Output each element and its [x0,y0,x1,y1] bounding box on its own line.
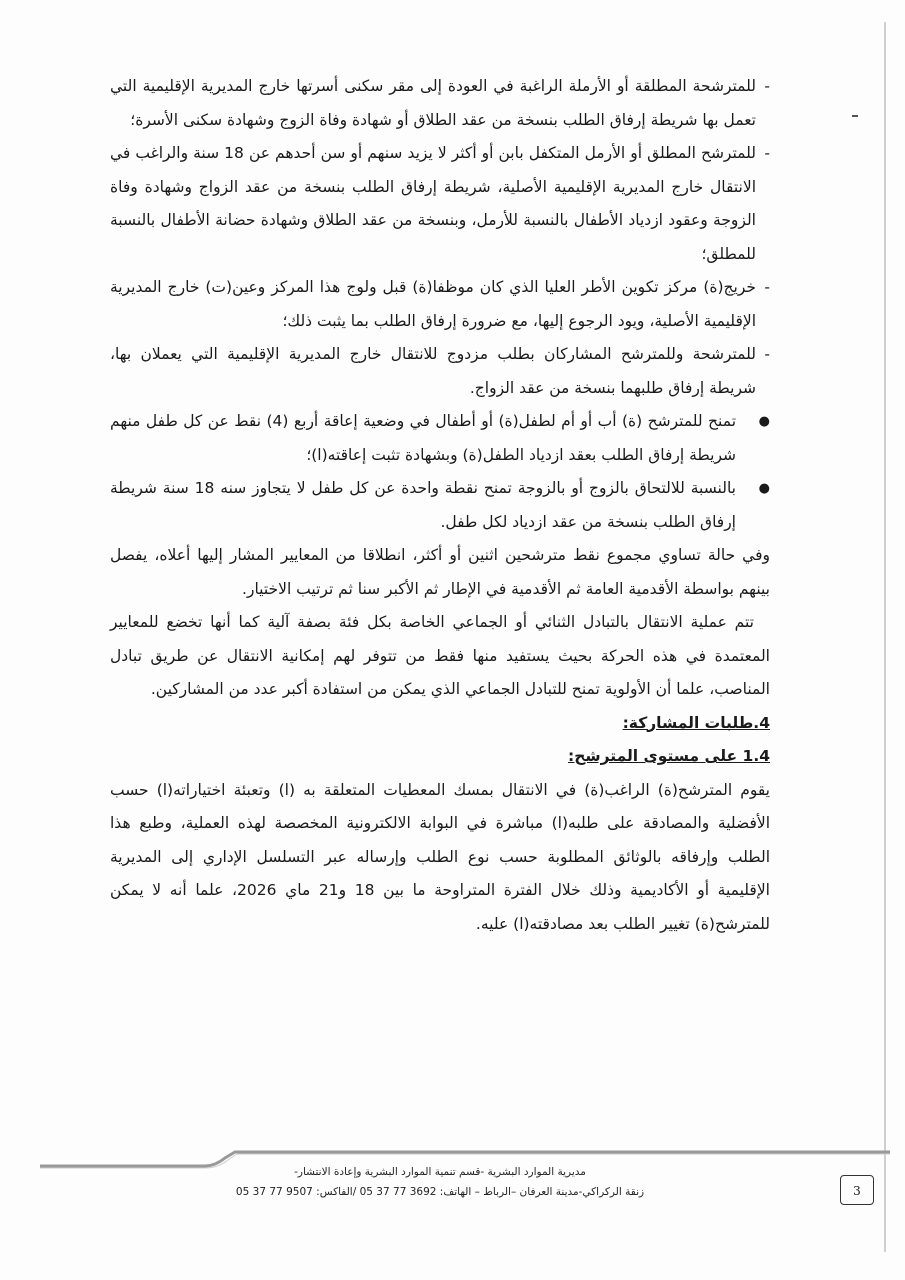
bullet-item-text: تمنح للمترشح (ة) أب أو أم لطفل(ة) أو أطفال في وضعية إعاقة أربع (4) نقط عن كل طفل منهم شريطة إرفاق الطلب بعقد ازدياد الطفل(ة) وبشهادة تثبت إعاقته(ا)؛ [110,412,737,464]
dash-marker: - [764,345,770,363]
margin-mark [852,115,858,117]
document-body [110,70,770,941]
dash-marker: - [764,144,770,162]
page-number: 3 [840,1175,874,1205]
list-item [110,137,770,271]
footer [230,1162,650,1202]
page-edge [884,22,886,1252]
list-item-text: للمترشح المطلق أو الأرمل المتكفل بابن أو أكثر لا يزيد سنهم أو سن أحدهم عن 18 سنة والراغب في الانتقال خارج المديرية الإقليمية الأصلية، شريطة إرفاق الطلب بنسخة من عقد الزواج وشهادة وفاة الزوجة وعقود ازدياد الأطفال بالنسبة للأرمل، وبنسخة من عقد الطلاق وشهادة حضانة الأطفال بالنسبة للمطلق؛ [110,144,756,263]
dash-marker: - [764,278,770,296]
dash-marker: - [764,77,770,95]
list-item [110,338,770,405]
section-heading: 4.طلبات المشاركة: [622,713,770,732]
subsection-heading: 1.4 على مستوى المترشح: [568,747,770,765]
list-item-text: للمترشحة وللمترشح المشاركان بطلب مزدوج للانتقال خارج المديرية الإقليمية التي يعملان بها، شريطة إرفاق طلبهما بنسخة من عقد الزواج. [110,345,756,397]
footer-line-1: مديرية الموارد البشرية -قسم تنمية الموارد البشرية وإعادة الانتشار- [294,1166,586,1178]
footer-line-2: زنقة الركراكي-مدينة العرفان –الرباط – الهاتف: 3692 77 37 05 /الفاكس: 9507 77 37 05 [235,1186,645,1198]
list-item-text: خريج(ة) مركز تكوين الأطر العليا الذي كان موظفا(ة) قبل ولوج هذا المركز وعين(ت) خارج المديرية الإقليمية الأصلية، ويود الرجوع إليها، مع ضرورة إرفاق الطلب بما يثبت ذلك؛ [110,278,756,330]
paragraph: يقوم المترشح(ة) الراغب(ة) في الانتقال بمسك المعطيات المتعلقة به (ا) وتعبئة اختياراته(ا) حسب الأفضلية والمصادقة على طلبه(ا) مباشرة في البوابة الالكترونية المخصصة لهذه العملية، وطبع هذا الطلب وإرفاقه بالوثائق المطلوبة حسب نوع الطلب وإرساله عبر التسلسل الإداري إلى المديرية الإقليمية أو الأكاديمية وذلك خلال الفترة المتراوحة ما بين 18 و21 ماي 2026، علما أنه لا يمكن للمترشح(ة) تغيير الطلب بعد مصادقته(ا) عليه. [110,780,770,933]
bullet-icon: ● [758,414,770,429]
bullet-item-text: بالنسبة للالتحاق بالزوج أو بالزوجة تمنح نقطة واحدة عن كل طفل لا يتجاوز سنه 18 سنة شريطة إرفاق الطلب بنسخة من عقد ازدياد لكل طفل. [110,479,736,531]
bullet-item [110,405,770,472]
list-item [110,70,770,137]
list-item [110,271,770,338]
bullet-item [110,472,770,539]
list-item-text: للمترشحة المطلقة أو الأرملة الراغبة في العودة إلى مقر سكنى أسرتها خارج المديرية الإقليمية التي تعمل بها شريطة إرفاق الطلب بنسخة من عقد الطلاق أو شهادة وفاة الزوج وشهادة سكنى الأسرة؛ [110,77,756,129]
bullet-icon: ● [758,481,770,496]
paragraph: وفي حالة تساوي مجموع نقط مترشحين اثنين أو أكثر، انطلاقا من المعايير المشار إليها أعلاه، يفصل بينهم بواسطة الأقدمية العامة ثم الأقدمية في الإطار ثم الأكبر سنا ثم ترتيب الاختيار. [110,546,770,598]
paragraph: تتم عملية الانتقال بالتبادل الثنائي أو الجماعي الخاصة بكل فئة بصفة آلية كما أنها تخضع للمعايير المعتمدة في هذه الحركة بحيث يستفيد منها فقط من تتوفر لهم إمكانية الانتقال عن طريق تبادل المناصب، علما أن الأولوية تمنح للتبادل الجماعي الذي يمكن من استفادة أكبر عدد من المشاركين. [110,613,770,698]
